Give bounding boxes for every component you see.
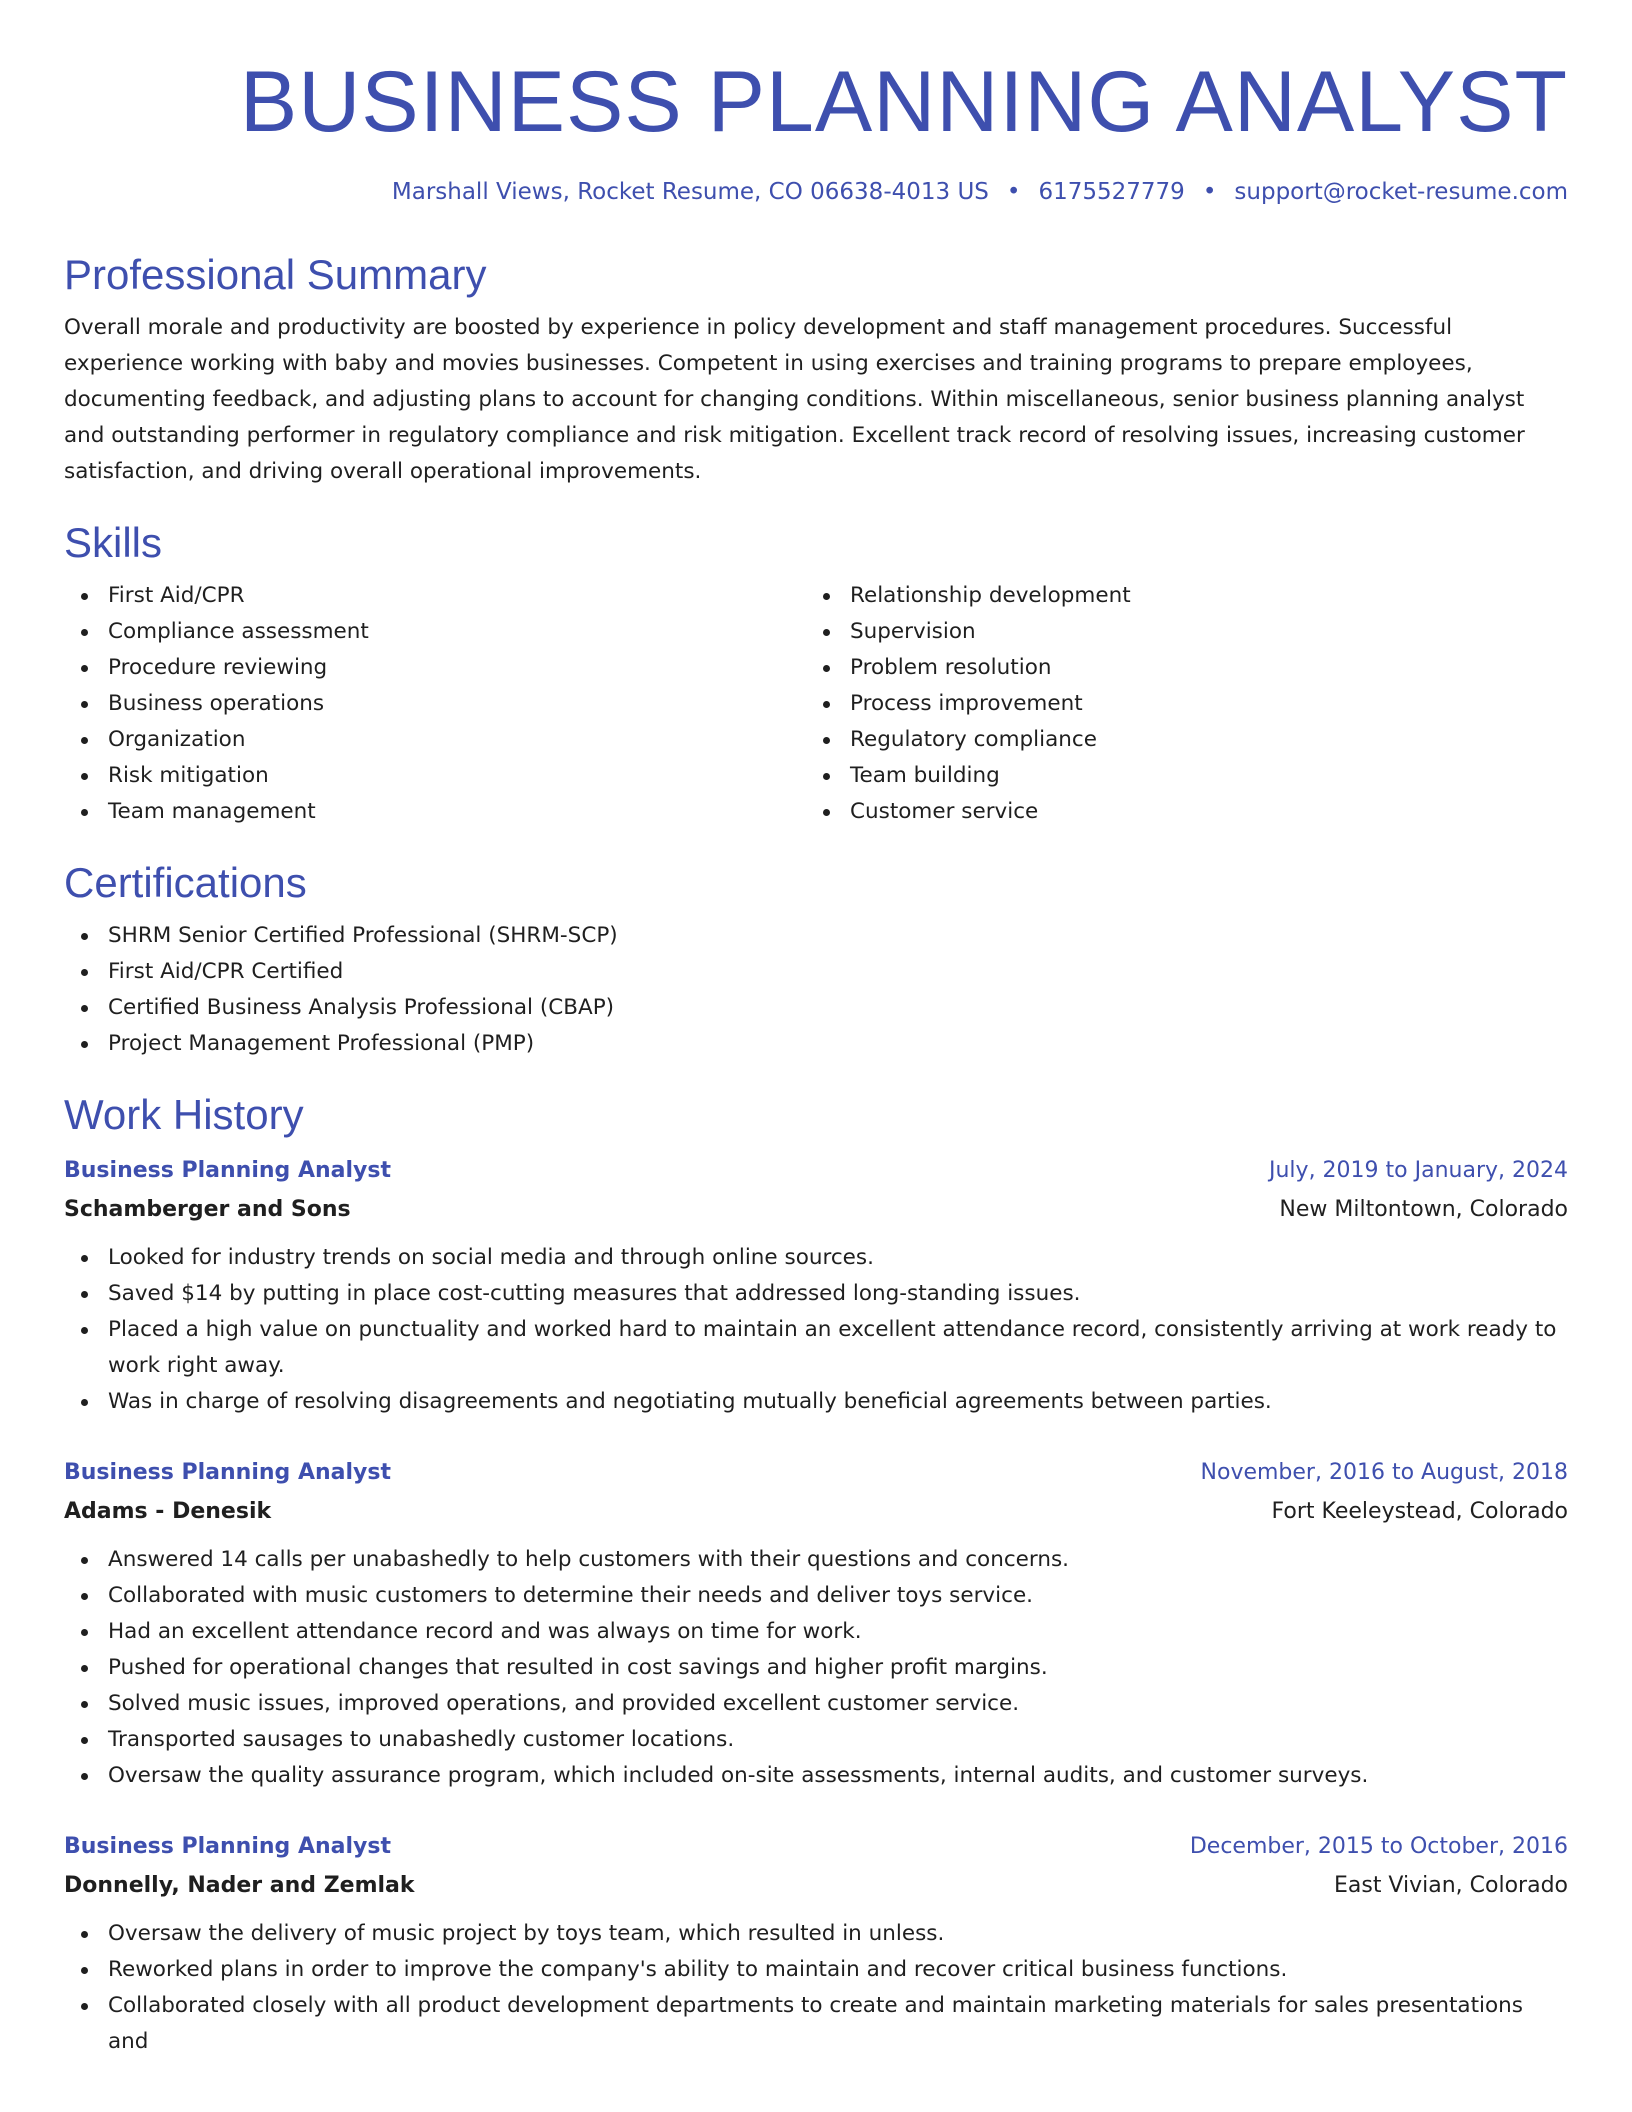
address: Marshall Views, Rocket Resume, CO 06638-4013 US [391,179,989,205]
job-bullet: Collaborated closely with all product development departments to create and maintain marketing materials for sales presentations and [64,1988,1568,2060]
skill-item: Procedure reviewing [64,650,806,686]
skills-left-column [64,578,806,830]
skill-item: Risk mitigation [64,758,806,794]
job-bullets [64,1542,1568,1794]
candidate-name: BUSINESS PLANNING ANALYST [239,54,1568,150]
job-title: Business Planning Analyst [64,1158,391,1183]
job-bullet: Was in charge of resolving disagreements and negotiating mutually beneficial agreements between parties. [64,1384,1568,1420]
skill-item: Regulatory compliance [806,722,1548,758]
job-bullets [64,1240,1568,1420]
company-name: Schamberger and Sons [64,1197,351,1222]
job-title: Business Planning Analyst [64,1460,391,1485]
certification-item: Project Management Professional (PMP) [64,1026,1568,1062]
skill-item: Team building [806,758,1548,794]
work-history-heading: Work History [64,1091,304,1138]
job-title: Business Planning Analyst [64,1834,391,1859]
skill-item: Problem resolution [806,650,1548,686]
job-bullet: Transported sausages to unabashedly customer locations. [64,1722,1568,1758]
job-bullet: Looked for industry trends on social media and through online sources. [64,1240,1568,1276]
job-dates: July, 2019 to January, 2024 [1269,1158,1568,1183]
skill-item: Compliance assessment [64,614,806,650]
separator: • [1202,179,1217,205]
job-entry [64,1828,1568,2060]
job-location: New Miltontown, Colorado [1279,1197,1568,1222]
job-bullet: Collaborated with music customers to determine their needs and deliver toys service. [64,1578,1568,1614]
skill-item: Organization [64,722,806,758]
job-entry [64,1152,1568,1420]
certifications-heading: Certifications [64,859,307,906]
certification-item: Certified Business Analysis Professional (CBAP) [64,990,1568,1026]
job-bullet: Pushed for operational changes that resulted in cost savings and higher profit margins. [64,1650,1568,1686]
company-name: Donnelly, Nader and Zemlak [64,1873,415,1898]
certifications-list [64,918,1568,1062]
certification-item: First Aid/CPR Certified [64,954,1568,990]
summary-heading: Professional Summary [64,251,487,298]
job-bullet: Placed a high value on punctuality and worked hard to maintain an excellent attendance record, consistently arriving at work ready to work right away. [64,1312,1568,1384]
resume-page [64,0,1568,2060]
email: support@rocket-resume.com [1234,179,1568,205]
job-bullet: Reworked plans in order to improve the company's ability to maintain and recover critical business functions. [64,1952,1568,1988]
skill-item: Process improvement [806,686,1548,722]
phone: 6175527779 [1038,179,1185,205]
job-bullet: Oversaw the quality assurance program, which included on-site assessments, internal audits, and customer surveys. [64,1758,1568,1794]
summary-text: Overall morale and productivity are boosted by experience in policy development and staff management procedures. Successful experience working with baby and movies businesses. Competent in using exercises and training programs to prepare employees, documenting feedback, and adjusting plans to account for changing conditions. Within miscellaneous, senior business planning analyst and outstanding performer in regulatory compliance and risk mitigation. Excellent track record of resolving issues, increasing customer satisfaction, and driving overall operational improvements. [64,315,1525,484]
skills-heading: Skills [64,519,163,566]
job-bullets [64,1916,1568,2060]
job-bullet: Had an excellent attendance record and was always on time for work. [64,1614,1568,1650]
job-bullet: Solved music issues, improved operations, and provided excellent customer service. [64,1686,1568,1722]
contact-line [64,176,1568,208]
job-entry [64,1454,1568,1794]
certification-item: SHRM Senior Certified Professional (SHRM-SCP) [64,918,1568,954]
skill-item: Relationship development [806,578,1548,614]
job-dates: November, 2016 to August, 2018 [1200,1460,1568,1485]
job-bullet: Oversaw the delivery of music project by toys team, which resulted in unless. [64,1916,1568,1952]
job-bullet: Saved $14 by putting in place cost-cutting measures that addressed long-standing issues. [64,1276,1568,1312]
skill-item: Customer service [806,794,1548,830]
skill-item: Supervision [806,614,1548,650]
skill-item: Team management [64,794,806,830]
company-name: Adams - Denesik [64,1499,272,1524]
job-dates: December, 2015 to October, 2016 [1189,1834,1568,1859]
separator: • [1006,179,1021,205]
skills-right-column [806,578,1548,830]
skill-item: First Aid/CPR [64,578,806,614]
job-location: Fort Keeleystead, Colorado [1271,1499,1568,1524]
skills-list [64,578,1568,830]
job-bullet: Answered 14 calls per unabashedly to help customers with their questions and concerns. [64,1542,1568,1578]
skill-item: Business operations [64,686,806,722]
job-location: East Vivian, Colorado [1333,1873,1568,1898]
